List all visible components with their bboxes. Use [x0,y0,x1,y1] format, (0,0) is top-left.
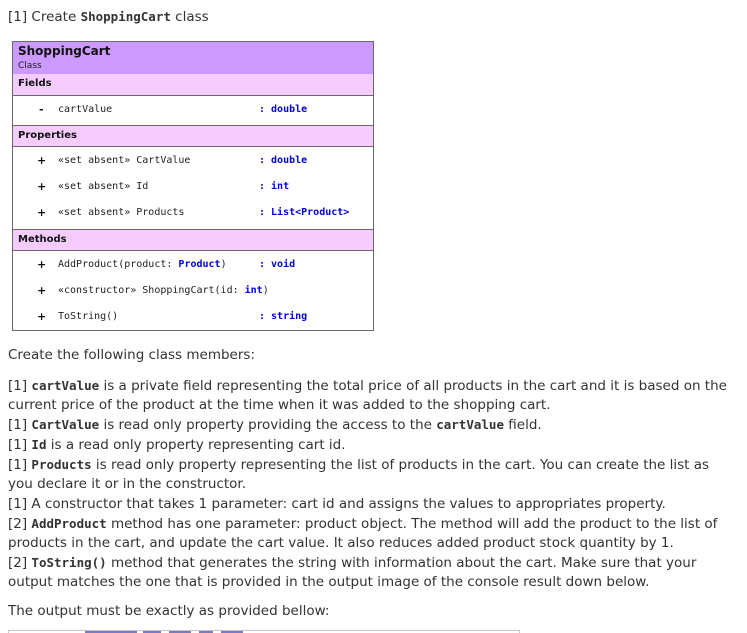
property-row [13,177,373,197]
method-return-type: : string [259,311,308,322]
methods-list [13,251,373,331]
requirement-item: [2] AddProduct method has one parameter: product object. The method will add the product to the list of products in the cart, and update the cart value. It also reduces added product stock quantity by 1. [8,516,718,551]
method-row [13,281,373,301]
public-visibility-icon: + [37,310,47,323]
property-type: : int [259,181,290,192]
uml-class-diagram [12,41,374,331]
field-name: cartValue [58,104,113,115]
field-type: : double [259,104,308,115]
heading-suffix: class [170,9,209,25]
field-row [13,100,373,120]
properties-section-header [13,125,373,147]
requirement-item: [1] Products is read only property representing the list of products in the cart. You can create the list as you declare it or in the constructor. [8,457,710,492]
public-visibility-icon: + [37,180,47,193]
requirements-list [8,376,738,592]
public-visibility-icon: + [37,154,47,167]
property-type: : double [259,155,308,166]
constructor-signature: «constructor» ShoppingCart(id: int) [58,285,269,296]
fields-list [13,96,373,125]
property-name: «set absent» Products [58,207,185,218]
requirement-item: [1] A constructor that takes 1 parameter: cart id and assigns the values to appropriates property. [8,496,666,512]
property-row [13,203,373,223]
requirement-item: [2] ToString() method that generates the string with information about the cart. Make sure that your output matches the one that is provided in the output image of the console result down below. [8,555,697,590]
property-row [13,151,373,171]
properties-list [13,147,373,229]
heading-number: [1] Create [8,9,81,25]
requirement-item: [1] CartValue is read only property providing the access to the cartValue field. [8,417,542,433]
fields-section-header [13,74,373,96]
output-note: The output must be exactly as provided bellow: [8,603,330,619]
requirement-item: [1] cartValue is a private field representing the total price of all products in the cart and it is based on the current price of the product at the time when it was added to the shopping cart. [8,378,727,413]
property-type: : List<Product> [259,207,350,218]
method-row [13,307,373,327]
requirement-item: [1] Id is a read only property representing cart id. [8,437,346,453]
public-visibility-icon: + [37,284,47,297]
heading-class-code: ShoppingCart [80,9,171,24]
uml-class-name: ShoppingCart [18,44,111,58]
methods-section-label: Methods [18,234,67,245]
public-visibility-icon: + [37,206,47,219]
section-heading [8,8,209,26]
method-signature: AddProduct(product: Product) [58,259,227,270]
properties-section-label: Properties [18,130,77,141]
fields-section-label: Fields [18,78,52,89]
property-name: «set absent» Id [58,181,149,192]
intro-text: Create the following class members: [8,347,255,363]
method-signature: ToString() [58,311,119,322]
property-name: «set absent» CartValue [58,155,191,166]
private-visibility-icon: - [39,103,44,116]
uml-class-header [13,42,373,75]
public-visibility-icon: + [37,258,47,271]
uml-class-stereotype: Class [18,61,42,71]
method-row [13,255,373,275]
method-return-type: : void [259,259,296,270]
methods-section-header [13,229,373,251]
